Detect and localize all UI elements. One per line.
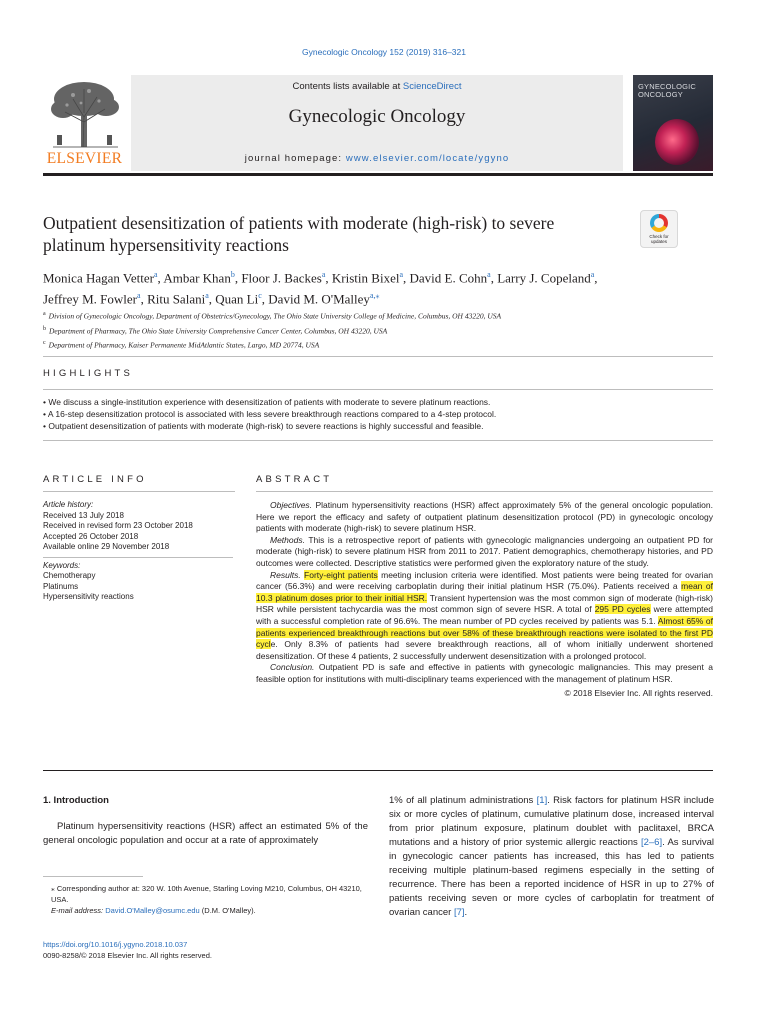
email-line	[43, 905, 373, 916]
elsevier-logo[interactable]	[43, 77, 126, 167]
highlight-text: A 16-step desensitization protocol is associated with less severe breakthrough reactions compared to a 4-step protocol.	[47, 409, 497, 419]
author-name[interactable]: David E. Cohn	[409, 270, 488, 286]
check-updates-icon	[650, 214, 668, 232]
affiliation-text: Division of Gynecologic Oncology, Department of Obstetrics/Gynecology, The Ohio State University College of Medicine, Columbus, OH 43220, USA	[48, 311, 502, 321]
author-list	[43, 266, 723, 309]
affiliation-marker[interactable]: a	[399, 270, 404, 279]
abstract-heading: ABSTRACT	[256, 474, 333, 485]
email-label: E-mail address:	[51, 906, 104, 915]
divider	[43, 770, 713, 771]
contents-available-line	[131, 81, 623, 92]
bullet-icon: •	[43, 421, 49, 431]
cover-title	[638, 83, 696, 99]
corresponding-text: Corresponding author at: 320 W. 10th Avenue, Starling Loving M210, Columbus, OH 43210, USA.	[51, 884, 362, 904]
divider	[43, 440, 713, 441]
author-separator: ,	[140, 291, 148, 307]
abstract-conclusion	[256, 662, 713, 685]
author-separator: ,	[261, 291, 269, 307]
author-name[interactable]: Monica Hagan Vetter	[43, 270, 154, 286]
email-link[interactable]: David.O'Malley@osumc.edu	[105, 906, 200, 915]
masthead-rule	[43, 173, 713, 176]
affiliation-marker[interactable]: a	[137, 291, 141, 301]
body-text: .	[464, 907, 468, 918]
affiliation-mark: c	[43, 340, 46, 346]
divider	[43, 356, 713, 357]
highlighted-text: Almost 65% of patients experienced breakthrough reactions but over 58% of these breakthrough reactions were isolated to the first PD cycl	[256, 615, 713, 650]
affiliation-marker[interactable]: a	[487, 270, 491, 279]
journal-homepage-line	[131, 153, 623, 164]
author-separator: ,	[403, 270, 410, 286]
highlighted-text: Forty-eight patients	[304, 569, 378, 580]
affiliation-marker[interactable]: c	[258, 291, 262, 301]
highlight-item	[43, 408, 713, 420]
footnote-mark: ⁎	[51, 884, 55, 893]
journal-cover-image[interactable]	[633, 75, 713, 171]
author-name[interactable]: Ritu Salani	[147, 291, 206, 307]
elsevier-wordmark: ELSEVIER	[46, 150, 123, 167]
history-entry: Received 13 July 2018	[43, 510, 124, 520]
author-name[interactable]: Kristin Bixel	[331, 270, 400, 286]
conclusion-text: Outpatient PD is safe and effective in patients with gynecologic malignancies. This may present a feasible option for institutions with multi-disciplinary teams experienced with the management of platinum HSR.	[256, 662, 713, 684]
body-column-right	[389, 794, 714, 920]
author-name[interactable]: Ambar Khan	[163, 270, 231, 286]
body-text: 1% of all platinum administrations	[389, 795, 537, 806]
abstract-objectives	[256, 500, 713, 535]
conclusion-label: Conclusion.	[270, 662, 315, 673]
running-head-citation[interactable]: Gynecologic Oncology 152 (2019) 316–321	[302, 47, 466, 57]
check-updates-label: Check for updates	[649, 234, 669, 244]
abstract-results	[256, 570, 713, 663]
author-separator: ,	[157, 270, 164, 286]
footnote	[43, 883, 373, 916]
bullet-icon: •	[43, 409, 48, 419]
affiliation-line	[43, 337, 703, 352]
body-text: . Risk factors for platinum HSR include six or more cycles of platinum, cumulative platinum dose, increased interval from prior platinum exposure, platinum doublet with paclitaxel, BRCA mutations and a history of prior systemic allergic reactions	[389, 795, 714, 848]
article-info-heading: ARTICLE INFO	[43, 474, 147, 485]
body-paragraph: Platinum hypersensitivity reactions (HSR) affect an estimated 5% of the general oncologic population and occur at a rate of approximately	[43, 821, 368, 846]
author-name[interactable]: David M. O'Malley	[268, 291, 370, 307]
objectives-text: Platinum hypersensitivity reactions (HSR) affect approximately 5% of the general oncologic population. Here we report the efficacy and safety of outpatient platinum desensitization protocol (PD) in gynecologic oncology patients with moderate (high-risk) to severe platinum HSR.	[256, 500, 713, 534]
author-separator: ,	[490, 270, 498, 286]
issn-line: 0090-8258/© 2018 Elsevier Inc. All rights reserved.	[43, 951, 212, 960]
author-separator: ,	[208, 291, 216, 307]
keyword[interactable]: Chemotherapy	[43, 571, 96, 580]
homepage-label: journal homepage:	[244, 153, 343, 164]
cover-artwork	[655, 119, 699, 165]
abstract-copyright: © 2018 Elsevier Inc. All rights reserved.	[564, 687, 713, 698]
email-suffix: (D.M. O'Malley).	[199, 906, 256, 915]
section-heading-introduction: 1. Introduction	[43, 795, 109, 806]
results-text: e. Only 8.3% of patients had severe breakthrough reactions, all of whom initially underwent shortened desensitization. Of these 4 patients, 2 successfully underwent desensitization with a prolonged protocol.	[256, 639, 713, 661]
author-name[interactable]: Larry J. Copeland	[497, 270, 591, 286]
highlighted-text: 295 PD cycles	[594, 604, 651, 615]
affiliation-text: Department of Pharmacy, Kaiser Permanente MidAtlantic States, Largo, MD 20774, USA	[48, 340, 320, 350]
results-label: Results.	[270, 569, 301, 580]
author-name[interactable]: Quan Li	[215, 291, 259, 307]
reference-link[interactable]: [2–6]	[640, 837, 663, 848]
bullet-icon: •	[43, 397, 49, 407]
results-text: were attempted with a successful completion rate of 96.6%. The mean number of PD cycles received by patients was 5.1.	[256, 604, 713, 626]
check-for-updates-button[interactable]	[640, 210, 678, 248]
affiliation-marker[interactable]: a	[321, 270, 326, 279]
abstract-body	[256, 500, 713, 699]
highlight-item	[43, 396, 713, 408]
affiliations	[43, 308, 703, 352]
cover-title-line2: ONCOLOGY	[638, 90, 683, 99]
affiliation-marker[interactable]: a	[205, 291, 209, 301]
results-text: Transient hypertension was the most common sign of moderate (high-risk) HSR while persistent tachycardia was the most common sign of severe HSR. A total of	[256, 592, 713, 615]
body-paragraph	[389, 794, 714, 920]
highlight-text: We discuss a single-institution experience with desensitization of patients with moderate to severe platinum reactions.	[48, 397, 491, 407]
cover-title-line1: GYNECOLOGIC	[638, 82, 697, 91]
highlights-list	[43, 396, 713, 432]
highlights-heading: HIGHLIGHTS	[43, 368, 134, 379]
divider	[256, 491, 713, 492]
affiliation-mark: b	[43, 325, 46, 332]
highlight-item	[43, 420, 713, 432]
divider	[43, 557, 233, 558]
doi-link[interactable]: https://doi.org/10.1016/j.ygyno.2018.10.037	[43, 940, 188, 949]
corresponding-author-note	[43, 883, 373, 905]
abstract-methods	[256, 535, 713, 570]
highlight-text: Outpatient desensitization of patients with moderate (high-risk) to severe reactions is highly successful and feasible.	[48, 421, 484, 431]
contents-prefix: Contents lists available at	[292, 81, 401, 92]
author-name[interactable]: Jeffrey M. Fowler	[43, 291, 137, 307]
history-entry: Received in revised form 23 October 2018	[43, 521, 193, 530]
keyword[interactable]: Platinums	[43, 581, 79, 591]
reference-link[interactable]: [1]	[536, 795, 548, 806]
history-entry: Available online 29 November 2018	[43, 542, 170, 551]
history-list	[43, 511, 233, 553]
keywords-label: Keywords:	[43, 560, 81, 570]
divider	[43, 491, 235, 492]
results-text: meeting inclusion criteria were identified. Most patients were being treated for ovarian cancer (56.3%) and were receiving carboplatin during their initial platinum HSR (75.0%). Patients received a	[256, 569, 713, 592]
affiliation-line	[43, 308, 703, 323]
objectives-label: Objectives.	[270, 500, 313, 510]
author-name[interactable]: Floor J. Backes	[241, 270, 322, 286]
journal-name: Gynecologic Oncology	[288, 106, 466, 127]
methods-text: This is a retrospective report of patients with gynecologic malignancies undergoing an outpatient PD for moderate (high-risk) to severe platinum HSR from 2011 to 2017. Patient demographics, chemotherapy histories, and PD outcomes were collected. Descriptive statistics were performed given the exploratory nature of the study.	[256, 534, 713, 568]
body-column-left	[43, 820, 368, 848]
footnote-divider	[43, 876, 143, 877]
affiliation-text: Department of Pharmacy, The Ohio State University Comprehensive Cancer Center, Columbus, OH 43220, USA	[49, 326, 388, 335]
highlighted-text: mean of 10.3 platinum doses prior to their initial HSR.	[256, 581, 713, 603]
article-meta-footer	[43, 939, 373, 961]
history-entry: Accepted 26 October 2018	[43, 531, 139, 541]
body-text: . As survival in gynecologic cancer patients has increased, this has led to patients receiving multiple platinum-based regimens especially in the setting of recurrence. There has been a reported incidence of HSR in up to 27% of patients receiving seven or more cycles of carboplatin for treatment of ovarian cancer	[389, 837, 714, 918]
affiliation-line	[43, 323, 703, 338]
homepage-link[interactable]: www.elsevier.com/locate/ygyno	[345, 153, 510, 164]
methods-label: Methods.	[270, 534, 305, 545]
affiliation-marker[interactable]: a,⁎	[369, 291, 380, 301]
keyword[interactable]: Hypersensitivity reactions	[43, 592, 134, 601]
reference-link[interactable]: [7]	[453, 907, 465, 918]
affiliation-marker[interactable]: b	[230, 270, 235, 279]
affiliation-marker[interactable]: a	[590, 270, 595, 279]
author-separator: ,	[234, 270, 242, 286]
affiliation-mark: a	[43, 311, 46, 317]
article-info	[43, 500, 233, 603]
author-separator: ,	[594, 270, 598, 286]
sciencedirect-link[interactable]: ScienceDirect	[402, 81, 462, 92]
keywords-list	[43, 571, 233, 603]
history-label: Article history:	[43, 500, 94, 509]
author-separator: ,	[325, 270, 332, 286]
affiliation-marker[interactable]: a	[153, 270, 158, 279]
article-title: Outpatient desensitization of patients with moderate (high-risk) to severe platinum hypersensitivity reactions	[43, 213, 555, 255]
divider	[43, 389, 713, 390]
elsevier-tree-icon	[43, 77, 126, 149]
